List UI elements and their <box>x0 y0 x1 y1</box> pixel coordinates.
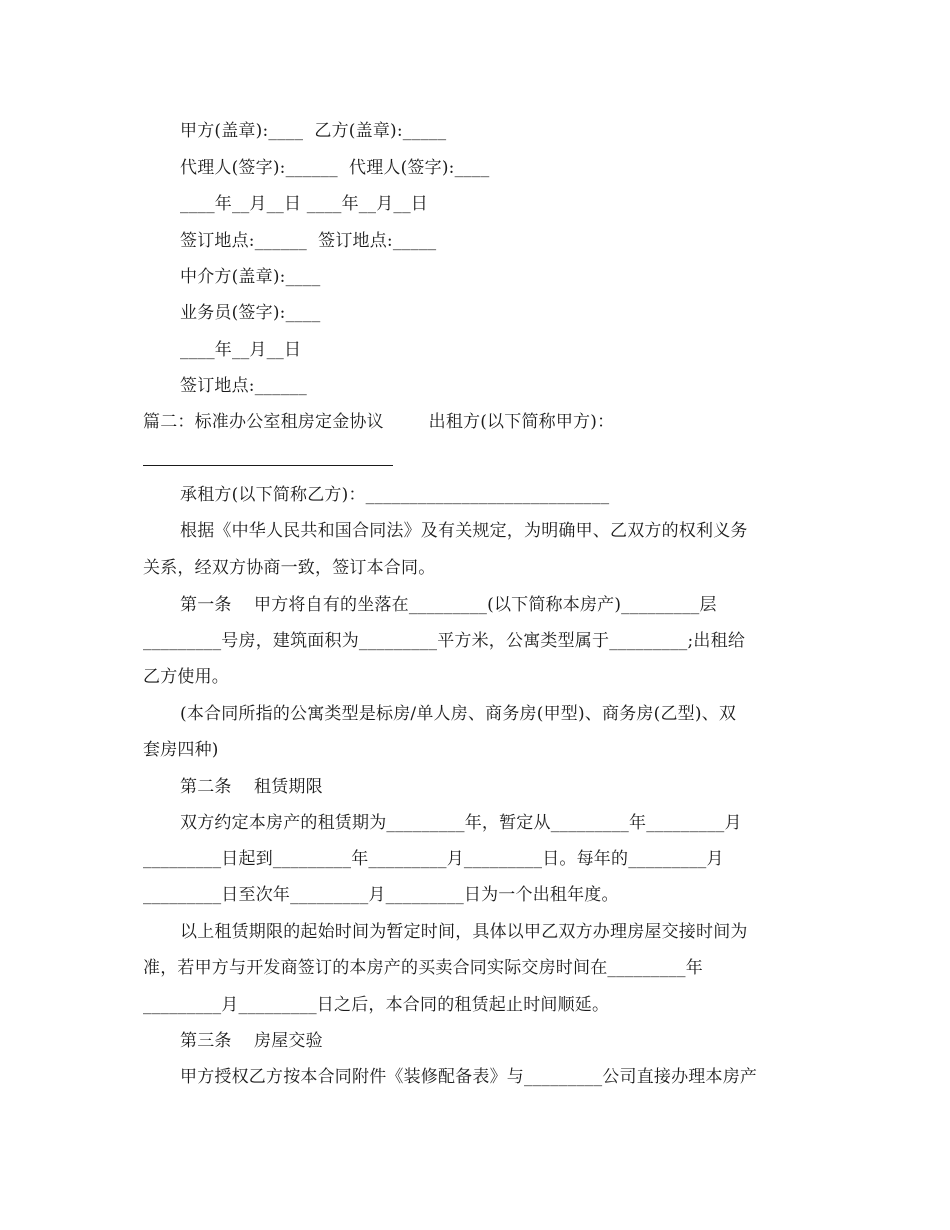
article-two-line-6: _________月_________日之后，本合同的租赁起止时间顺延。 <box>143 995 610 1015</box>
article-two-heading: 第二条 租赁期限 <box>180 777 323 797</box>
article-one-line-2: _________号房，建筑面积为_________平方米，公寓类型属于_________;出租给 <box>143 631 746 651</box>
article-one-line-3: 乙方使用。 <box>143 667 229 687</box>
note-line-2: 套房四种) <box>143 740 219 760</box>
salesperson-sign-line: 业务员(签字):____ <box>180 303 321 323</box>
article-three-line-1: 甲方授权乙方按本合同附件《装修配备表》与_________公司直接办理本房产 <box>180 1067 758 1087</box>
note-line-1: (本合同所指的公寓类型是标房/单人房、商务房(甲型)、商务房(乙型)、双 <box>180 704 737 724</box>
section-two-heading: 篇二：标准办公室租房定金协议 出租方(以下简称甲方)： <box>143 412 615 432</box>
lessor-blank-rule <box>143 465 393 466</box>
article-two-line-1: 双方约定本房产的租赁期为_________年，暂定从_________年_________月 <box>180 813 742 833</box>
intermediary-place-line: 签订地点:______ <box>180 376 307 396</box>
article-two-line-5: 准，若甲方与开发商签订的本房产的买卖合同实际交房时间在_________年 <box>143 958 703 978</box>
lessee-line: 承租方(以下简称乙方)：____________________________ <box>180 485 610 505</box>
article-two-line-2: _________日起到_________年_________月_________日。每年的_________月 <box>143 849 724 869</box>
signature-line-agent: 代理人(签字):______ 代理人(签字):____ <box>180 158 490 178</box>
article-three-heading: 第三条 房屋交验 <box>180 1031 323 1051</box>
signature-line-seal: 甲方(盖章):____ 乙方(盖章):_____ <box>180 121 447 141</box>
signature-line-date: ____年__月__日 ____年__月__日 <box>180 194 429 214</box>
intermediary-date-line: ____年__月__日 <box>180 340 302 360</box>
signature-line-place: 签订地点:______ 签订地点:_____ <box>180 231 437 251</box>
preamble-line-2: 关系，经双方协商一致，签订本合同。 <box>143 558 436 578</box>
preamble-line-1: 根据《中华人民共和国合同法》及有关规定，为明确甲、乙双方的权利义务 <box>180 521 748 541</box>
article-two-line-3: _________日至次年_________月_________日为一个出租年度。 <box>143 885 619 905</box>
article-one-line-1: 第一条 甲方将自有的坐落在_________(以下简称本房产)_________层 <box>180 595 717 615</box>
article-two-line-4: 以上租赁期限的起始时间为暂定时间，具体以甲乙双方办理房屋交接时间为 <box>180 922 748 942</box>
intermediary-seal-line: 中介方(盖章):____ <box>180 267 321 287</box>
